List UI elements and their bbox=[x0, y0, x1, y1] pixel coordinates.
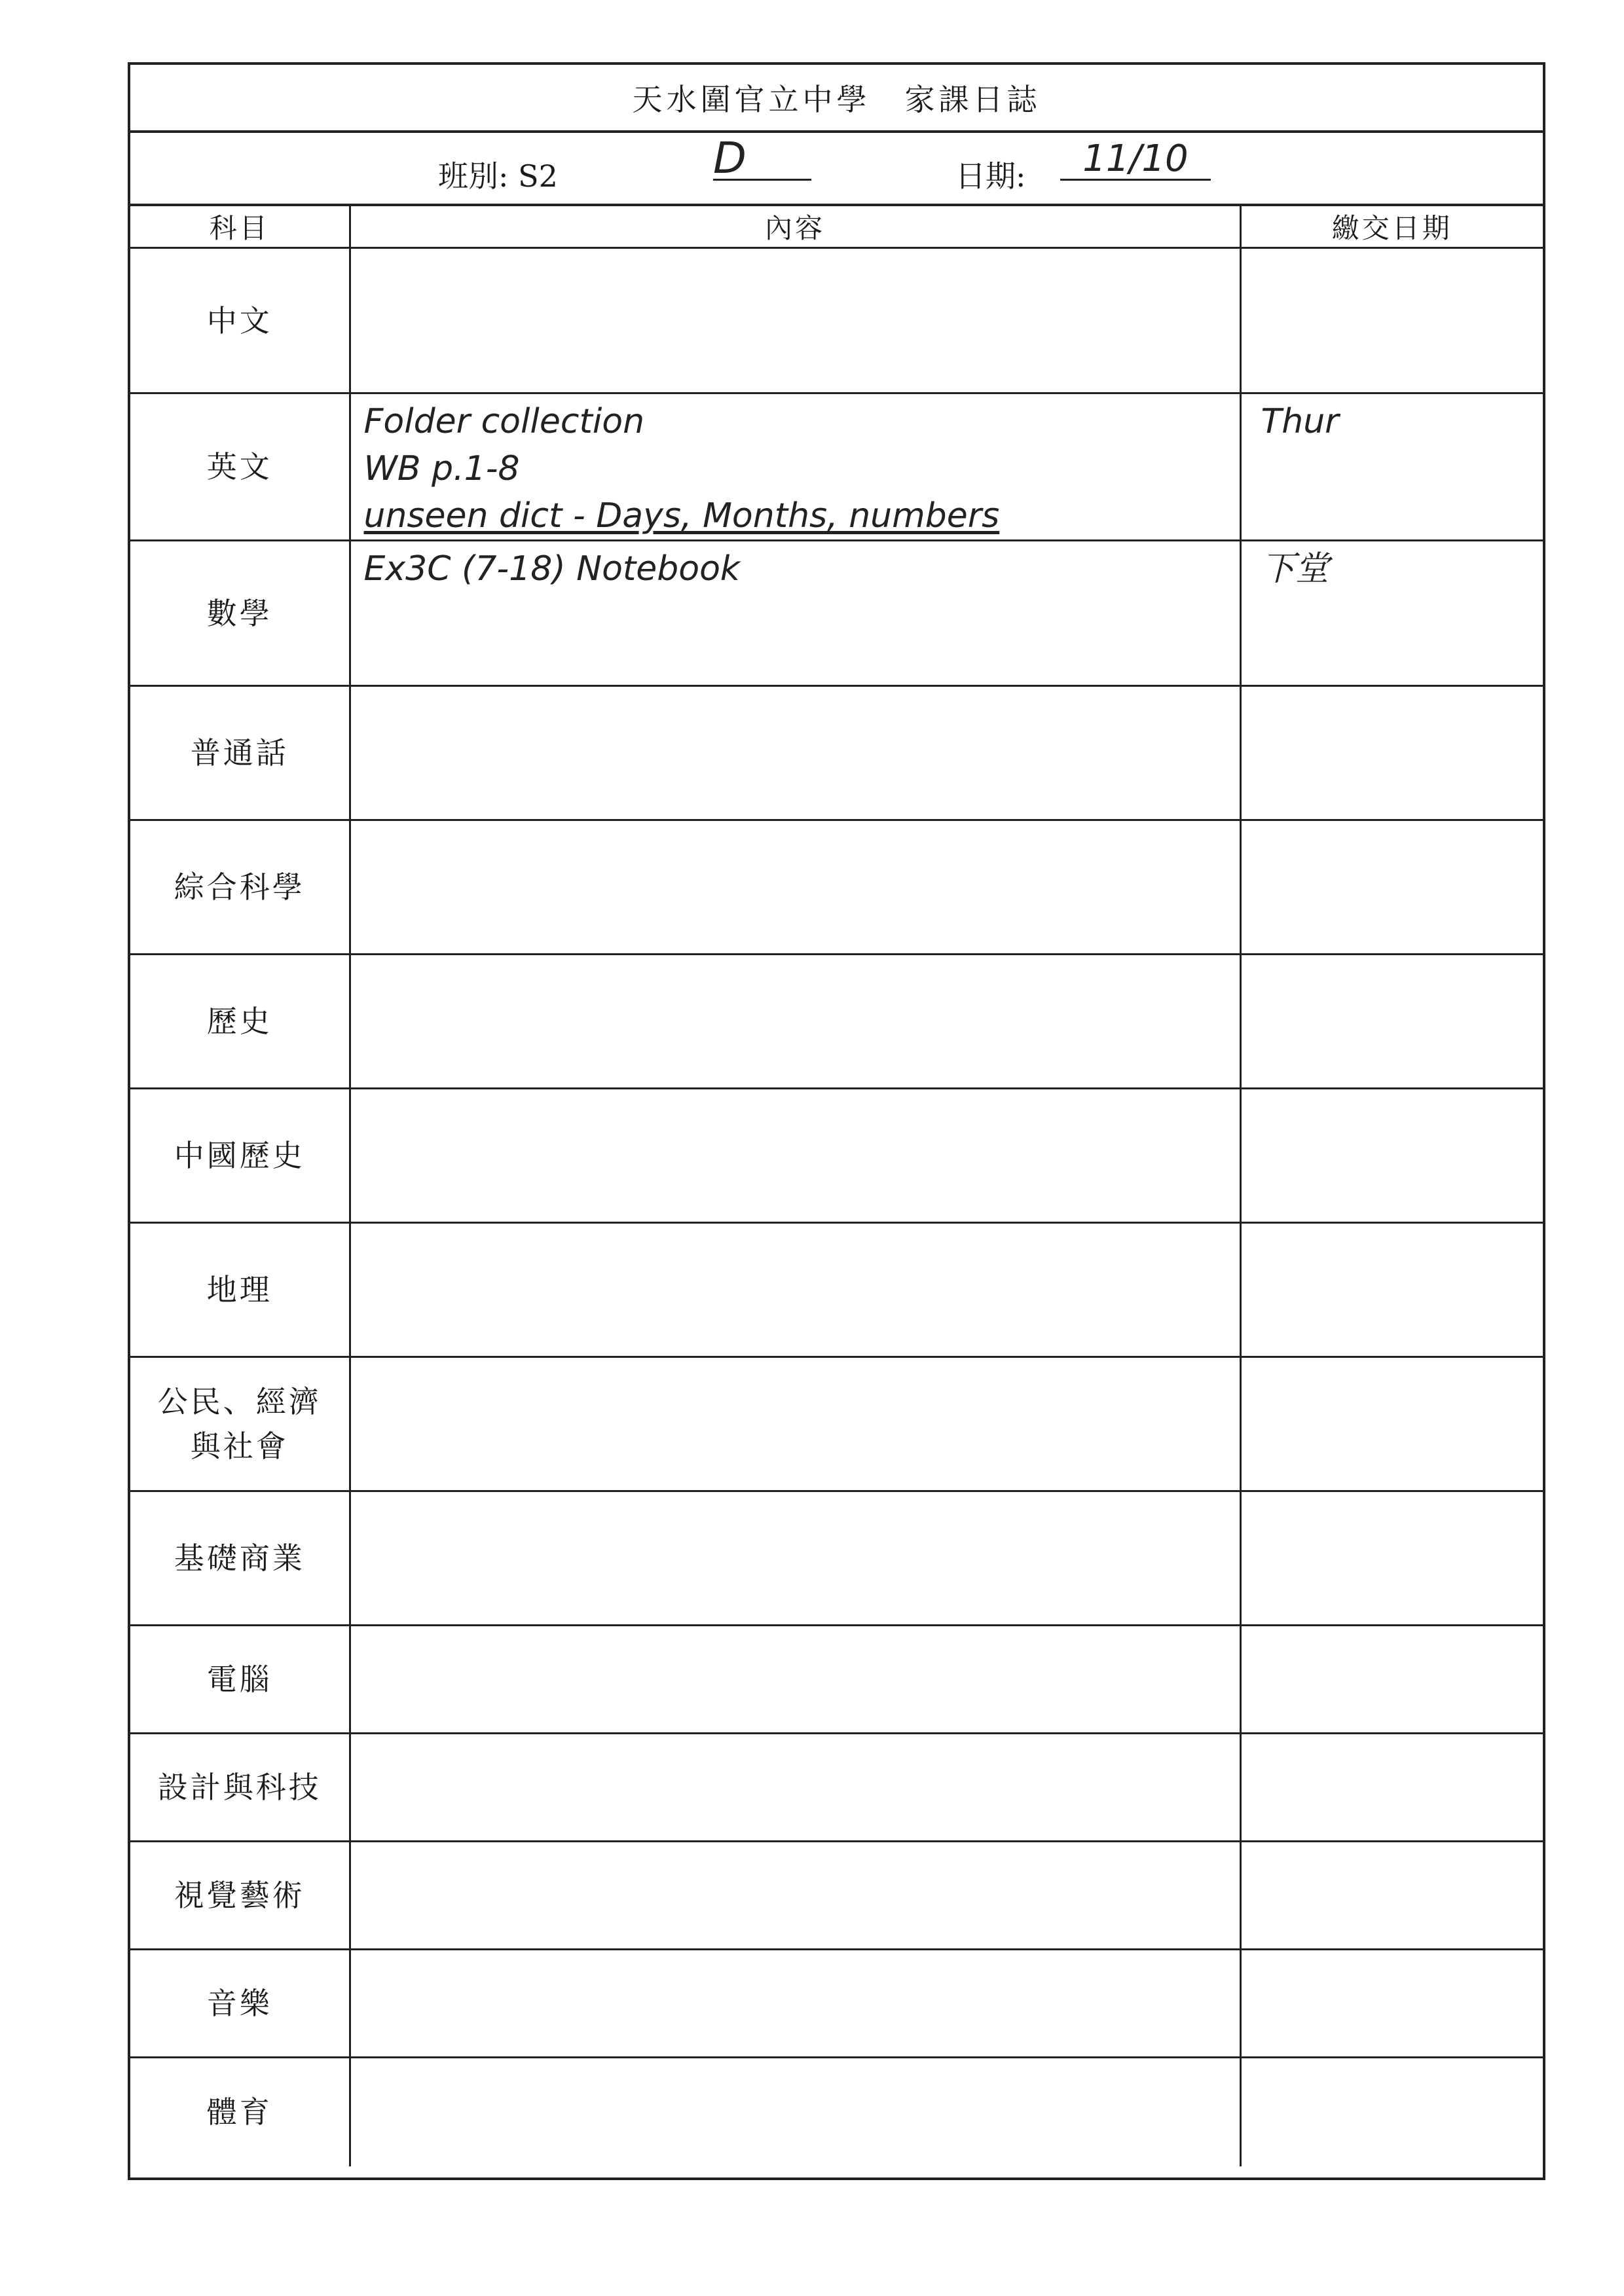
due-date-cell[interactable] bbox=[1240, 1491, 1543, 1626]
due-date-cell[interactable] bbox=[1240, 1734, 1543, 1842]
homework-content-cell[interactable] bbox=[350, 393, 1240, 541]
homework-content-cell[interactable] bbox=[350, 2058, 1240, 2166]
subject-name: 體育 bbox=[130, 2058, 350, 2166]
due-date-cell[interactable] bbox=[1240, 393, 1543, 541]
subject-row bbox=[130, 955, 1543, 1089]
due-date-cell[interactable] bbox=[1240, 820, 1543, 955]
due-date-cell[interactable] bbox=[1240, 541, 1543, 686]
class-value[interactable]: D bbox=[713, 138, 811, 181]
subject-name: 中文 bbox=[130, 248, 350, 393]
content-header: 內容 bbox=[350, 206, 1240, 248]
header-row bbox=[130, 206, 1543, 248]
due-date-text: Thur bbox=[1261, 402, 1339, 441]
homework-line: WB p.1-8 bbox=[363, 449, 520, 488]
subject-name: 地理 bbox=[130, 1223, 350, 1357]
due-header: 繳交日期 bbox=[1240, 206, 1543, 248]
due-date-cell[interactable] bbox=[1240, 2058, 1543, 2166]
subject-row bbox=[130, 1734, 1543, 1842]
homework-line: Ex3C (7-18) Notebook bbox=[363, 549, 741, 589]
date-label: 日期: bbox=[955, 158, 1026, 194]
subject-name: 普通話 bbox=[130, 686, 350, 820]
due-date-cell[interactable] bbox=[1240, 248, 1543, 393]
subject-row bbox=[130, 541, 1543, 686]
due-date-cell[interactable] bbox=[1240, 1842, 1543, 1950]
due-date-text: 下堂 bbox=[1261, 549, 1329, 589]
homework-content-cell[interactable] bbox=[350, 1089, 1240, 1223]
subject-row bbox=[130, 1491, 1543, 1626]
homework-content-cell[interactable] bbox=[350, 1491, 1240, 1626]
due-date-cell[interactable] bbox=[1240, 1223, 1543, 1357]
homework-table bbox=[130, 206, 1543, 2166]
homework-content-cell[interactable] bbox=[350, 955, 1240, 1089]
subject-name: 基礎商業 bbox=[130, 1491, 350, 1626]
subject-name: 綜合科學 bbox=[130, 820, 350, 955]
subject-row bbox=[130, 1950, 1543, 2058]
class-date-row bbox=[130, 133, 1543, 206]
homework-content-cell[interactable] bbox=[350, 820, 1240, 955]
form-title: 天水圍官立中學 家課日誌 bbox=[130, 65, 1543, 133]
due-date-cell[interactable] bbox=[1240, 1950, 1543, 2058]
homework-content-cell[interactable] bbox=[350, 541, 1240, 686]
subject-name: 英文 bbox=[130, 393, 350, 541]
homework-content-cell[interactable] bbox=[350, 1357, 1240, 1491]
homework-content-cell[interactable] bbox=[350, 1734, 1240, 1842]
subject-name: 視覺藝術 bbox=[130, 1842, 350, 1950]
due-date-cell[interactable] bbox=[1240, 686, 1543, 820]
date-value[interactable]: 11/10 bbox=[1060, 139, 1211, 181]
subject-row bbox=[130, 1842, 1543, 1950]
subject-name: 音樂 bbox=[130, 1950, 350, 2058]
subject-row bbox=[130, 248, 1543, 393]
subject-name: 設計與科技 bbox=[130, 1734, 350, 1842]
subject-row bbox=[130, 820, 1543, 955]
subject-name: 公民、經濟 與社會 bbox=[130, 1357, 350, 1491]
homework-content-cell[interactable] bbox=[350, 686, 1240, 820]
subject-name: 電腦 bbox=[130, 1626, 350, 1734]
subject-name: 歷史 bbox=[130, 955, 350, 1089]
subject-header: 科目 bbox=[130, 206, 350, 248]
homework-content-cell[interactable] bbox=[350, 248, 1240, 393]
subject-row bbox=[130, 1223, 1543, 1357]
class-label: 班別: S2 bbox=[438, 158, 558, 194]
due-date-cell[interactable] bbox=[1240, 1357, 1543, 1491]
homework-content-cell[interactable] bbox=[350, 1842, 1240, 1950]
due-date-cell[interactable] bbox=[1240, 1089, 1543, 1223]
subject-row bbox=[130, 1626, 1543, 1734]
homework-diary-form bbox=[128, 62, 1545, 2180]
homework-content-cell[interactable] bbox=[350, 1950, 1240, 2058]
subject-rows bbox=[130, 248, 1543, 2166]
subject-row bbox=[130, 1357, 1543, 1491]
subject-row bbox=[130, 686, 1543, 820]
subject-row bbox=[130, 1089, 1543, 1223]
due-date-cell[interactable] bbox=[1240, 955, 1543, 1089]
subject-row bbox=[130, 2058, 1543, 2166]
homework-content-cell[interactable] bbox=[350, 1223, 1240, 1357]
homework-content-cell[interactable] bbox=[350, 1626, 1240, 1734]
subject-row bbox=[130, 393, 1543, 541]
subject-name: 數學 bbox=[130, 541, 350, 686]
due-date-cell[interactable] bbox=[1240, 1626, 1543, 1734]
homework-line: Folder collection bbox=[363, 402, 645, 441]
homework-line: unseen dict - Days, Months, numbers bbox=[363, 496, 1000, 536]
subject-name: 中國歷史 bbox=[130, 1089, 350, 1223]
